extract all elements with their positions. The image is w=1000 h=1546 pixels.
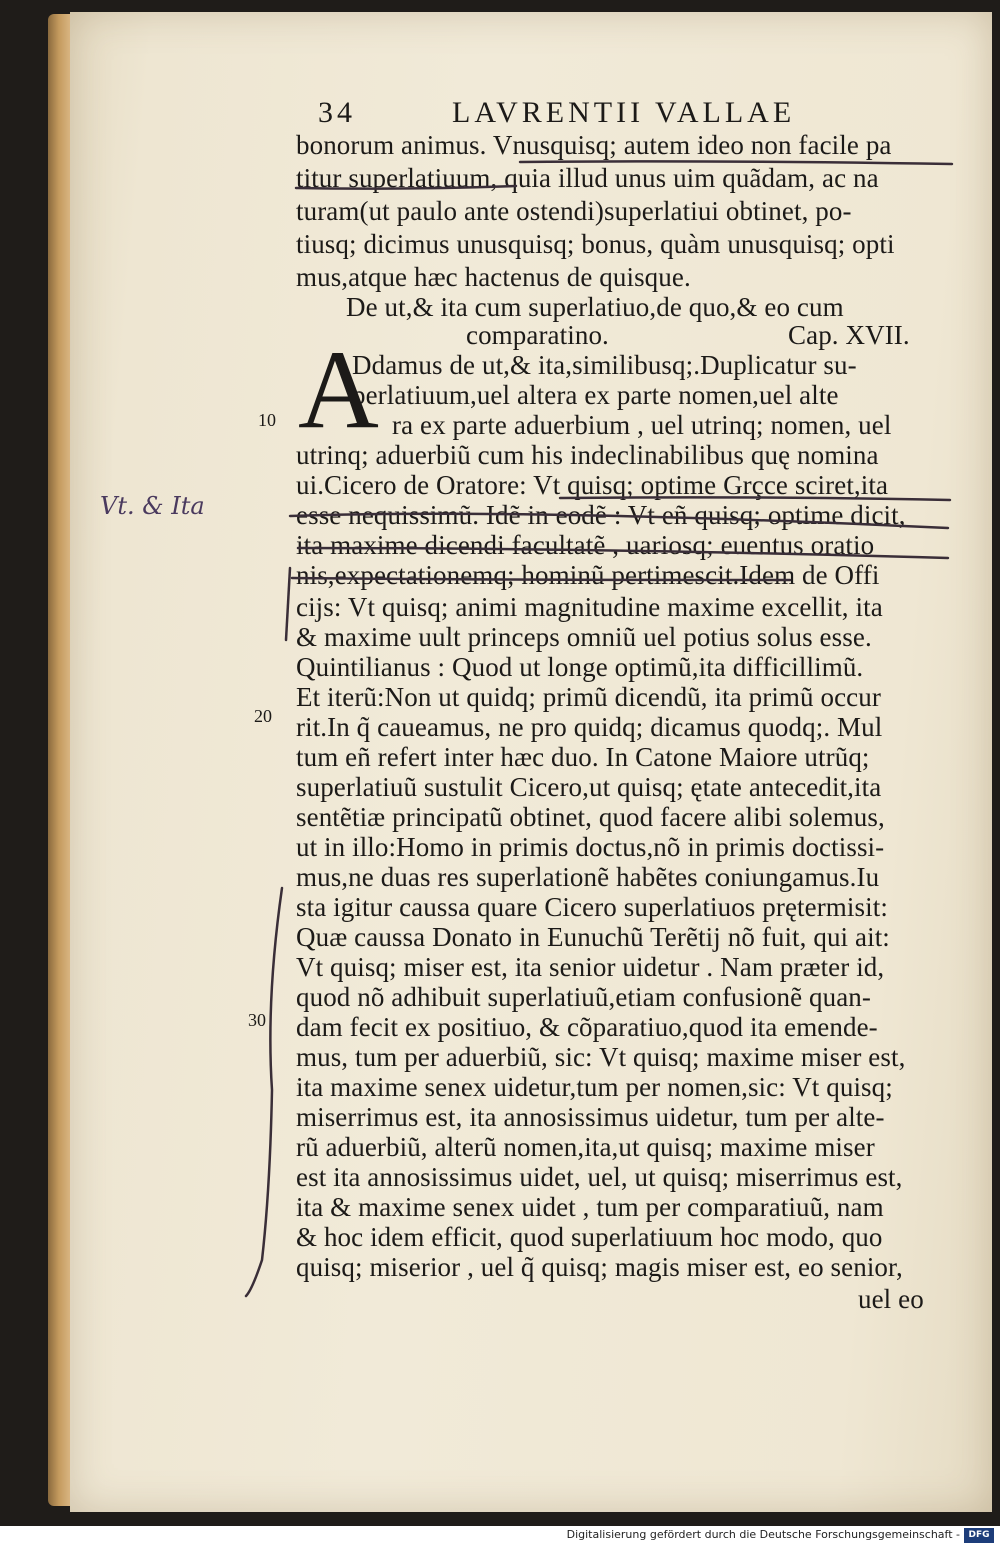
text-line: nis,expectationemq; hominũ pertimescit.Idem de Offi: [296, 560, 880, 590]
text-line: esse nequissimũ. Idẽ in eodẽ : Vt eñ quisq; optime dicit,: [296, 500, 906, 530]
text-line: ita maxime senex uidetur,tum per nomen,sic: Vt quisq;: [296, 1072, 893, 1102]
line-number: 20: [254, 706, 272, 726]
underline: [520, 161, 952, 164]
text-line: rit.In q̃ caueamus, ne pro quidq; dicamus quodq;. Mul: [296, 712, 883, 742]
text-line: Et iterũ:Non ut quidq; primũ dicendũ, ita primũ occur: [296, 682, 881, 712]
text-line: tiusq; dicimus unusquisq; bonus, quàm unusquisq; opti: [296, 229, 895, 259]
text-line: Ddamus de ut,& ita,similibusq;.Duplicatur su-: [352, 350, 857, 380]
text-line: utrinq; aduerbiũ cum his indeclinabilibus quę nomina: [296, 440, 879, 470]
underline: [292, 578, 790, 580]
drop-cap: A: [298, 328, 379, 452]
text-line: tum eñ refert inter hæc duo. In Catone Maiore utrũq;: [296, 742, 870, 772]
text-line: & hoc idem efficit, quod superlatiuum hoc modo, quo: [296, 1222, 883, 1252]
text-line: quisq; miserior , uel q̃ quisq; magis miser est, eo senior,: [296, 1252, 903, 1282]
text-line: mus, tum per aduerbiũ, sic: Vt quisq; maxime miser est,: [296, 1042, 906, 1072]
text-line: titur superlatiuum, quia illud unus uim quãdam, ac na: [296, 163, 879, 193]
text-line: & maxime uult princeps omniũ uel potius solus esse.: [296, 622, 872, 652]
text-line: quod nõ adhibuit superlatiuũ,etiam confusionẽ quan-: [296, 982, 871, 1012]
text-line: ra ex parte aduerbium , uel utrinq; nomen, uel: [392, 410, 892, 440]
text-line: est ita annosissimus uidet, uel, ut quisq; miserrimus est,: [296, 1162, 903, 1192]
chapter-heading-2: comparatino.: [466, 320, 609, 350]
text-line: rũ aduerbiũ, alterũ nomen,ita,ut quisq; maxime miser: [296, 1132, 875, 1162]
bracket: [286, 568, 290, 640]
text-line: Vt quisq; miser est, ita senior uidetur . Nam præter id,: [296, 952, 885, 982]
underline: [560, 497, 950, 500]
text-line: Quæ caussa Donato in Eunuchũ Terẽtij nõ fuit, qui ait:: [296, 922, 890, 952]
text-line: cijs: Vt quisq; animi magnitudine maxime excellit, ita: [296, 592, 883, 622]
line-number: 30: [248, 1010, 266, 1030]
line-number: 10: [258, 410, 276, 430]
bracket: [246, 888, 282, 1296]
chapter-heading: De ut,& ita cum superlatiuo,de quo,& eo cum: [346, 292, 844, 322]
running-title: LAVRENTII VALLAE: [452, 96, 796, 129]
text-line: sta igitur caussa quare Cicero superlatiuos prętermisit:: [296, 892, 888, 922]
underline: [298, 548, 948, 558]
catchword: uel eo: [858, 1284, 924, 1314]
text-line: ui.Cicero de Oratore: Vt quisq; optime Grçce sciret,ita: [296, 470, 889, 500]
text-line: miserrimus est, ita annosissimus uidetur, tum per alte-: [296, 1102, 885, 1132]
text-line: bonorum animus. Vnusquisq; autem ideo non facile pa: [296, 130, 892, 160]
chapter-number: Cap. XVII.: [788, 320, 910, 350]
text-line: sentẽtiæ principatũ obtinet, quod facere alibi solemus,: [296, 802, 885, 832]
underline: [296, 186, 516, 189]
footer-credit: Digitalisierung gefördert durch die Deutsche Forschungsgemeinschaft -: [566, 1528, 960, 1541]
text-line: dam fecit ex positiuo, & cõparatiuo,quod ita emende-: [296, 1012, 878, 1042]
text-line: Quintilianus : Quod ut longe optimũ,ita difficillimũ.: [296, 652, 864, 682]
text-line: mus,atque hæc hactenus de quisque.: [296, 262, 691, 292]
underline: [290, 514, 948, 528]
footer-bar: [0, 1526, 1000, 1546]
text-line: perlatiuum,uel altera ex parte nomen,uel alte: [352, 380, 839, 410]
handwritten-margin-note: Vt. & Ita: [100, 492, 205, 520]
text-line: ut in illo:Homo in primis doctus,nõ in primis doctissi-: [296, 832, 885, 862]
text-line: mus,ne duas res superlationẽ habẽtes coniungamus.Iu: [296, 862, 880, 892]
text-line: turam(ut paulo ante ostendi)superlatiui obtinet, po-: [296, 196, 852, 226]
text-line: superlatiuũ sustulit Cicero,ut quisq; ętate antecedit,ita: [296, 772, 882, 802]
dfg-logo: DFG: [964, 1528, 994, 1543]
text-line: ita maxime dicendi facultatẽ , uariosq; euentus oratio: [296, 530, 875, 560]
page-number: 34: [318, 96, 356, 129]
text-line: ita & maxime senex uidet , tum per comparatiuũ, nam: [296, 1192, 884, 1222]
